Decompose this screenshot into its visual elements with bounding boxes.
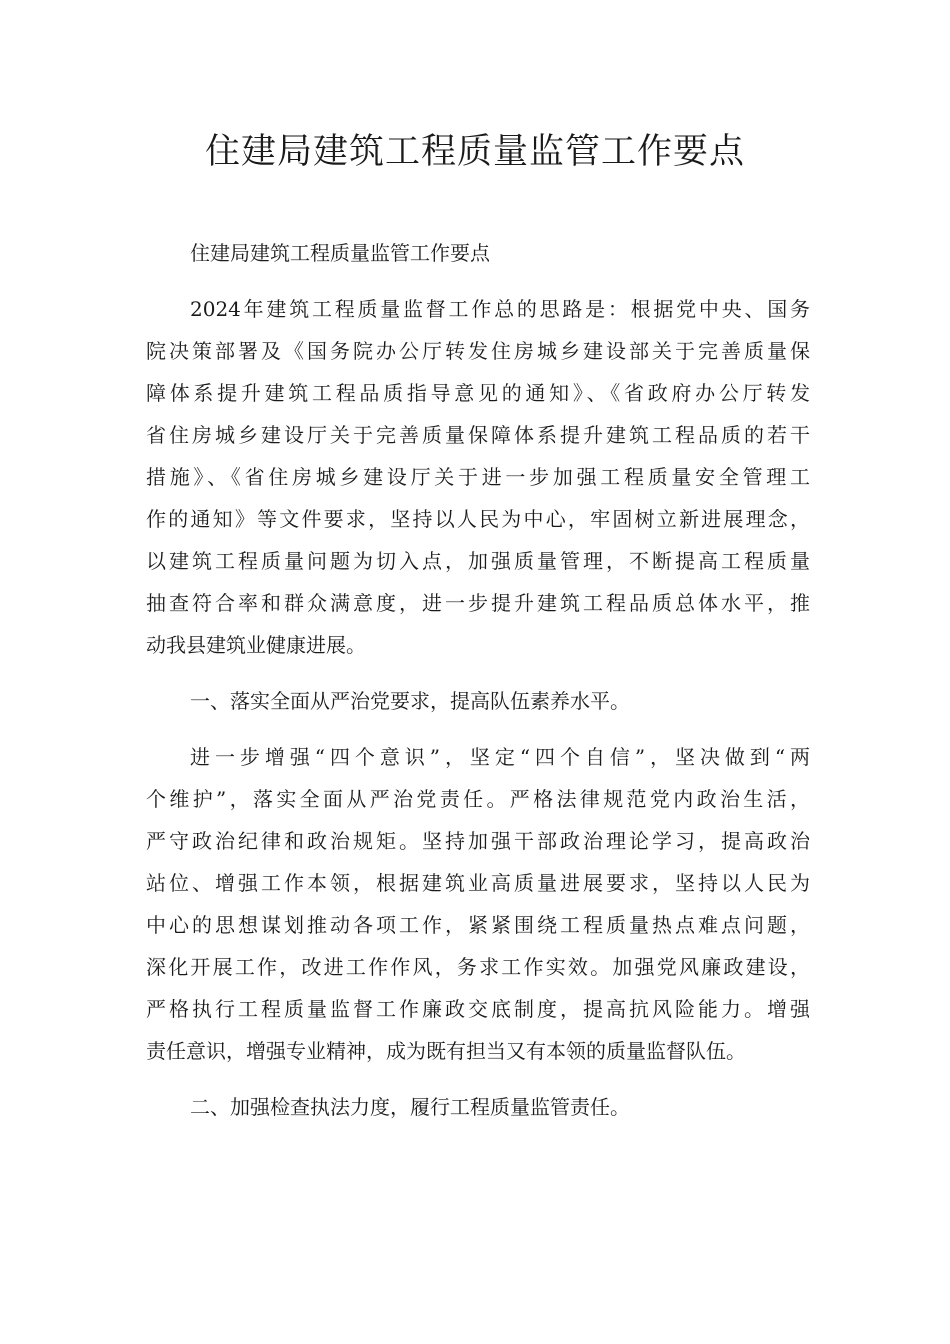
section-heading: 二、加强检查执法力度，履行工程质量监管责任。 xyxy=(190,1095,630,1119)
paragraph-line: 中心的思想谋划推动各项工作，紧紧围绕工程质量热点难点问题， xyxy=(146,913,810,937)
paragraph-line: 省住房城乡建设厅关于完善质量保障体系提升建筑工程品质的若干 xyxy=(146,423,810,447)
paragraph-line: 措施》、《省住房城乡建设厅关于进一步加强工程质量安全管理工 xyxy=(146,465,810,489)
paragraph-line: 以建筑工程质量问题为切入点，加强质量管理，不断提高工程质量 xyxy=(146,549,810,573)
paragraph-line: 进一步增强“四个意识”，坚定“四个自信”，坚决做到“两 xyxy=(190,745,810,769)
paragraph-line: 作的通知》等文件要求，坚持以人民为中心，牢固树立新进展理念， xyxy=(146,507,810,531)
section-heading: 一、落实全面从严治党要求，提高队伍素养水平。 xyxy=(190,689,630,713)
subtitle-line: 住建局建筑工程质量监管工作要点 xyxy=(190,241,490,265)
paragraph-line: 障体系提升建筑工程品质指导意见的通知》、《省政府办公厅转发 xyxy=(146,381,810,405)
paragraph-line: 站位、增强工作本领，根据建筑业高质量进展要求，坚持以人民为 xyxy=(146,871,810,895)
paragraph-line: 院决策部署及《国务院办公厅转发住房城乡建设部关于完善质量保 xyxy=(146,339,810,363)
paragraph-line: 严格执行工程质量监督工作廉政交底制度，提高抗风险能力。增强 xyxy=(146,997,810,1021)
document-body xyxy=(146,232,810,1128)
paragraph-line: 2024年建筑工程质量监督工作总的思路是：根据党中央、国务 xyxy=(190,297,810,321)
paragraph-line: 严守政治纪律和政治规矩。坚持加强干部政治理论学习，提高政治 xyxy=(146,829,810,853)
paragraph-line: 个维护”，落实全面从严治党责任。严格法律规范党内政治生活， xyxy=(146,787,810,811)
paragraph-line: 抽查符合率和群众满意度，进一步提升建筑工程品质总体水平，推 xyxy=(146,591,810,615)
document-title: 住建局建筑工程质量监管工作要点 xyxy=(204,132,745,172)
paragraph-line: 深化开展工作，改进工作作风，务求工作实效。加强党风廉政建设， xyxy=(146,955,810,979)
paragraph-line: 责任意识，增强专业精神，成为既有担当又有本领的质量监督队伍。 xyxy=(146,1039,746,1063)
paragraph-line: 动我县建筑业健康进展。 xyxy=(146,633,366,657)
